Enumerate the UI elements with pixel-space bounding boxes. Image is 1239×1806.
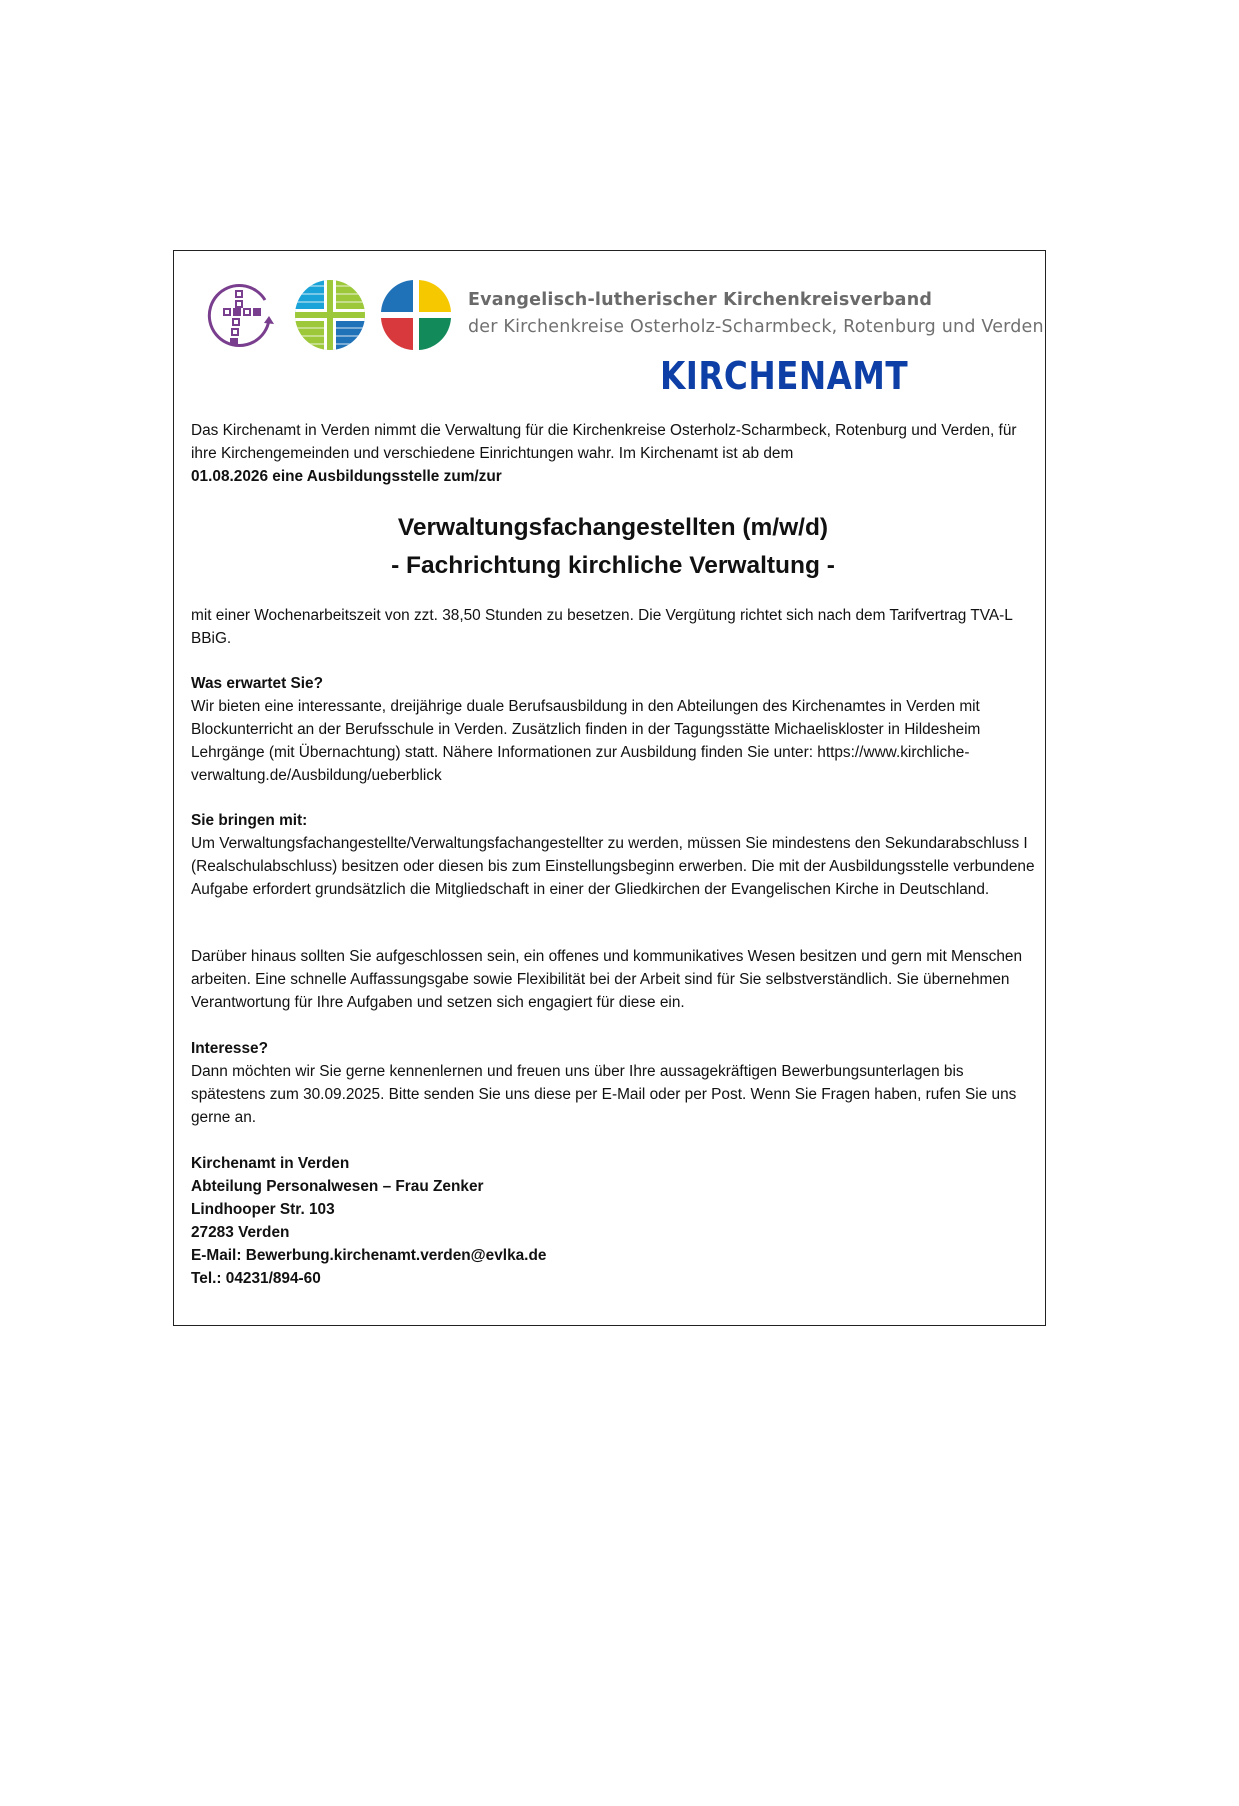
- logo-group: [205, 278, 505, 354]
- section-text: Darüber hinaus sollten Sie aufgeschlossen sein, ein offenes und kommunikatives Wesen besitzen und gern mit Menschen arbeiten. Eine schnelle Auffassungsgabe sowie Flexibilität bei der Arbeit sind für Sie selbstverständlich. Sie übernehmen Verantwortung für Ihre Aufgaben und setzen sich engagiert für diese ein.: [191, 948, 1023, 1011]
- org-name-line2: der Kirchenkreise Osterholz-Scharmbeck, Rotenburg und Verden: [468, 317, 1044, 337]
- section-text: Um Verwaltungsfachangestellte/Verwaltungsfachangestellter zu werden, müssen Sie mindestens den Sekundarabschluss I (Realschulabschluss) besitzen oder diesen bis zum Einstellungsbeginn erwerben. Die mit der Ausbildungsstelle verbundene Aufgabe erfordert grundsätzlich die Mitgliedschaft in einer der Gliedkirchen der Evangelischen Kirche in Deutschland.: [191, 835, 1035, 898]
- section-heading: Sie bringen mit:: [191, 812, 308, 829]
- contact-city: 27283 Verden: [191, 1224, 290, 1241]
- contact-email[interactable]: E-Mail: Bewerbung.kirchenamt.verden@evlka.de: [191, 1247, 547, 1264]
- contact-office: Kirchenamt in Verden: [191, 1155, 350, 1172]
- contact-block: [191, 1152, 1035, 1290]
- section-personal-qualities: [191, 945, 1035, 1014]
- intro-paragraph: [191, 419, 1035, 488]
- section-heading: Interesse?: [191, 1040, 268, 1057]
- job-subtitle: - Fachrichtung kirchliche Verwaltung -: [391, 552, 835, 579]
- section-text: Wir bieten eine interessante, dreijährige duale Berufsausbildung in den Abteilungen des Kirchenamtes in Verden mit Blockunterricht an der Berufsschule in Verden. Zusätzlich finden in der Tagungsstätte Michaeliskloster in Hildesheim Lehrgänge (mit Übernachtung) statt. Nähere Informationen zur Ausbildung finden Sie unter: https://www.kirchliche-verwaltung.de/Ausbildung/ueberblick: [191, 698, 981, 784]
- org-name-line1: Evangelisch-lutherischer Kirchenkreisverband: [468, 290, 933, 310]
- section-heading: Was erwartet Sie?: [191, 675, 324, 692]
- section-text: Dann möchten wir Sie gerne kennenlernen und freuen uns über Ihre aussagekräftigen Bewerbungsunterlagen bis spätestens zum 30.09.2025. Bitte senden Sie uns diese per E-Mail oder per Post. Wenn Sie Fragen haben, rufen Sie uns gerne an.: [191, 1063, 1017, 1126]
- purple-cross-logo-icon: [205, 278, 279, 352]
- section-what-to-expect: [191, 672, 1035, 787]
- blue-green-cross-logo-icon: [293, 278, 367, 352]
- contact-phone[interactable]: Tel.: 04231/894-60: [191, 1270, 321, 1287]
- job-title: Verwaltungsfachangestellten (m/w/d): [397, 514, 829, 541]
- office-title: KIRCHENAMT: [660, 354, 909, 398]
- contact-department: Abteilung Personalwesen – Frau Zenker: [191, 1178, 484, 1195]
- intro-bold-text: 01.08.2026 eine Ausbildungsstelle zum/zur: [191, 468, 502, 485]
- section-interest: [191, 1037, 1035, 1129]
- section-requirements: [191, 809, 1035, 901]
- four-color-quadrant-logo-icon: [379, 278, 453, 352]
- intro-text: Das Kirchenamt in Verden nimmt die Verwaltung für die Kirchenkreise Osterholz-Scharmbeck, Rotenburg und Verden, für ihre Kirchengemeinden und verschiedene Einrichtungen wahr. Im Kirchenamt ist ab dem: [191, 422, 1017, 462]
- contact-street: Lindhooper Str. 103: [191, 1201, 335, 1218]
- working-hours-paragraph: mit einer Wochenarbeitszeit von zzt. 38,50 Stunden zu besetzen. Die Vergütung richtet sich nach dem Tarifvertrag TVA-L BBiG.: [191, 607, 1013, 647]
